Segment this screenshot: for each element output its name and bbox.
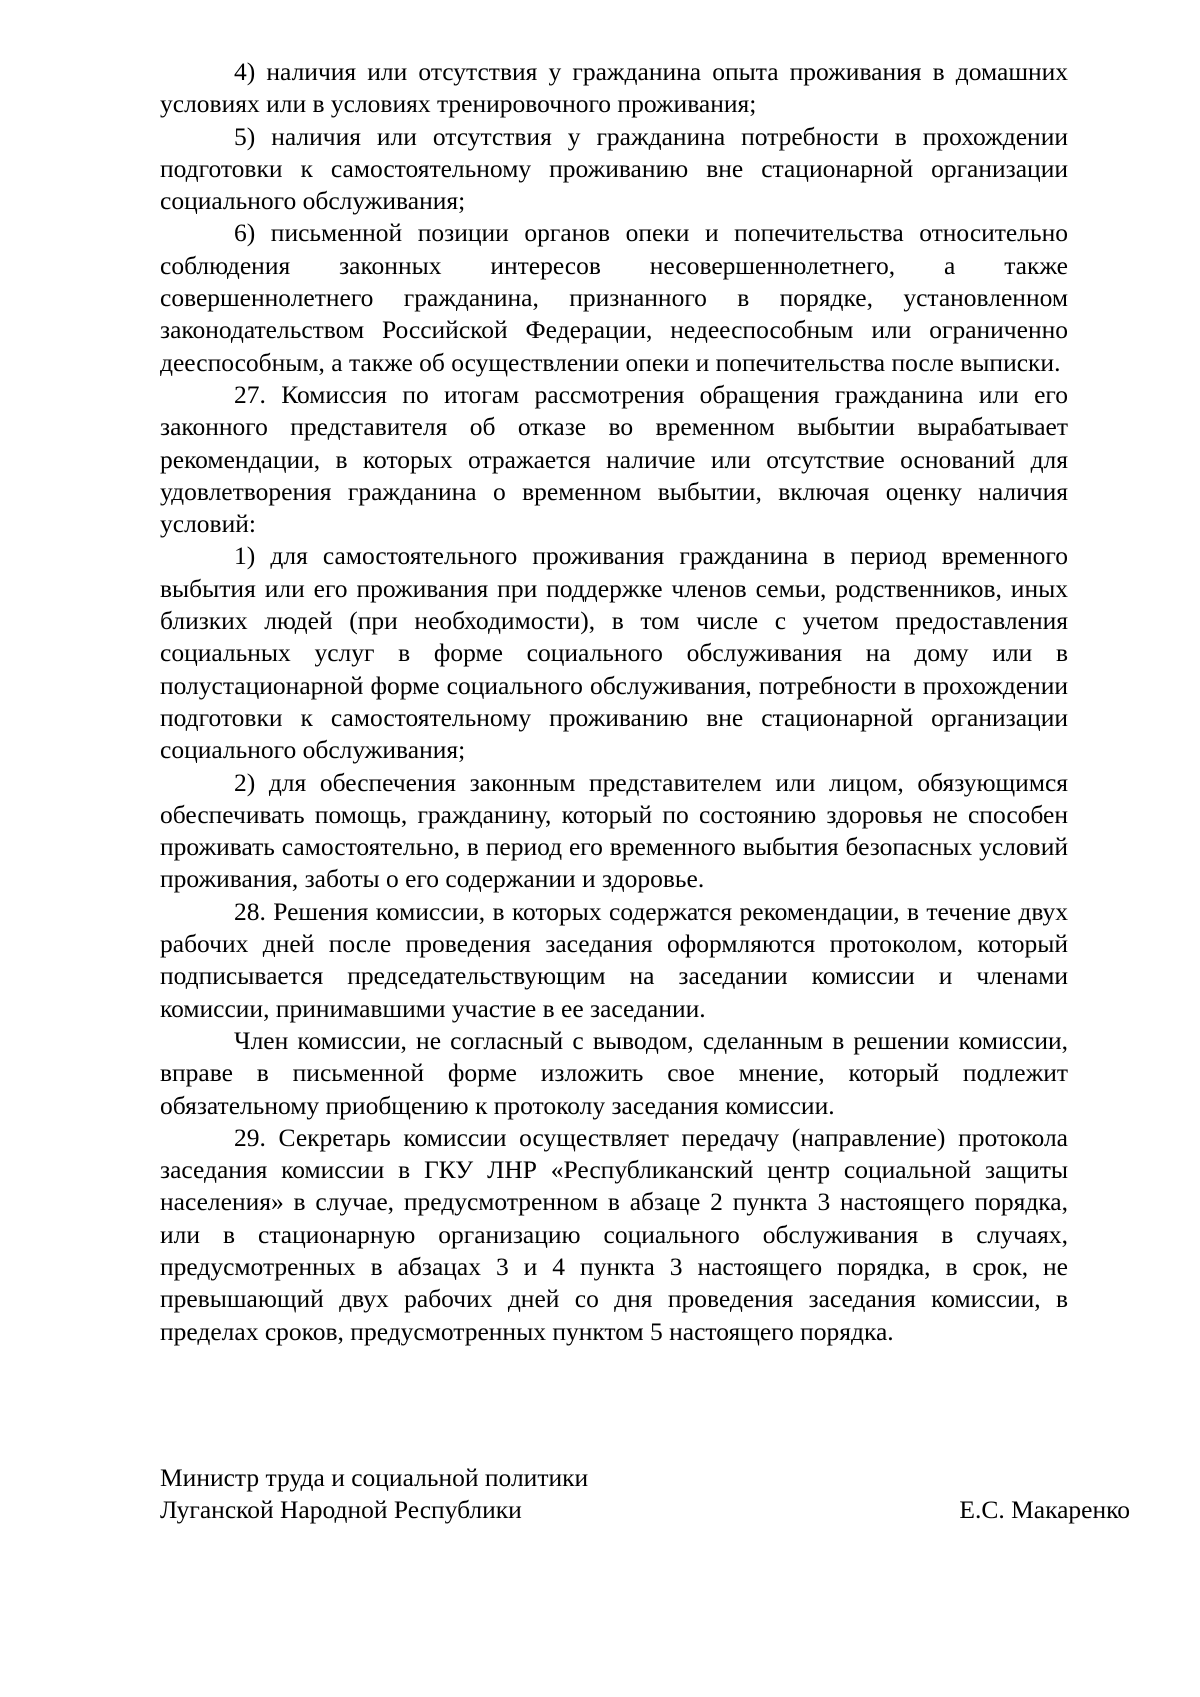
- signature-row: [160, 1494, 1130, 1526]
- signatory-position-line1: Министр труда и социальной политики: [160, 1463, 589, 1492]
- list-item-5: 5) наличия или отсутствия у гражданина потребности в прохождении подготовки к самостоятельному проживанию вне стационарной организации социального обслуживания;: [160, 121, 1068, 216]
- signature-block: [160, 1462, 1130, 1526]
- clause-28-dissent: Член комиссии, не согласный с выводом, сделанным в решении комиссии, вправе в письменной форме изложить свое мнение, который подлежит обязательному приобщению к протоколу заседания комиссии.: [160, 1025, 1068, 1120]
- clause-28: 28. Решения комиссии, в которых содержатся рекомендации, в течение двух рабочих дней после проведения заседания оформляются протоколом, который подписывается председательствующим на заседании комиссии и членами комиссии, принимавшими участие в ее заседании.: [160, 896, 1068, 1023]
- clause-27-item-1: 1) для самостоятельного проживания гражданина в период временного выбытия или его проживания при поддержке членов семьи, родственников, иных близких людей (при необходимости), в том числе с учетом предоставления социальных услуг в форме социального обслуживания на дому или в полустационарной форме социального обслуживания, потребности в прохождении подготовки к самостоятельному проживанию вне стационарной организации социального обслуживания;: [160, 541, 1068, 765]
- list-item-4: 4) наличия или отсутствия у гражданина опыта проживания в домашних условиях или в условиях тренировочного проживания;: [160, 57, 1068, 119]
- clause-29: 29. Секретарь комиссии осуществляет передачу (направление) протокола заседания комиссии в ГКУ ЛНР «Республиканский центр социальной защиты населения» в случае, предусмотренном в абзаце 2 пункта 3 настоящего порядка, или в стационарную организацию социального обслуживания в случаях, предусмотренных в абзацах 3 и 4 пункта 3 настоящего порядка, в срок, не превышающий двух рабочих дней со дня проведения заседания комиссии, в пределах сроков, предусмотренных пунктом 5 настоящего порядка.: [160, 1122, 1068, 1346]
- clause-27: 27. Комиссия по итогам рассмотрения обращения гражданина или его законного представителя об отказе во временном выбытии вырабатывает рекомендации, в которых отражается наличие или отсутствие оснований для удовлетворения гражданина о временном выбытии, включая оценку наличия условий:: [160, 379, 1068, 539]
- signatory-name: Е.С. Макаренко: [959, 1495, 1130, 1524]
- list-item-6: 6) письменной позиции органов опеки и попечительства относительно соблюдения законных интересов несовершеннолетнего, а также совершеннолетнего гражданина, признанного в порядке, установленном законодательством Российской Федерации, недееспособным или ограниченно дееспособным, а также об осуществлении опеки и попечительства после выписки.: [160, 218, 1068, 377]
- document-body: [160, 56, 1068, 1348]
- signatory-position-line2: Луганской Народной Республики: [160, 1495, 522, 1524]
- clause-27-item-2: 2) для обеспечения законным представителем или лицом, обязующимся обеспечивать помощь, гражданину, который по состоянию здоровья не способен проживать самостоятельно, в период его временного выбытия безопасных условий проживания, заботы о его содержании и здоровье.: [160, 767, 1068, 894]
